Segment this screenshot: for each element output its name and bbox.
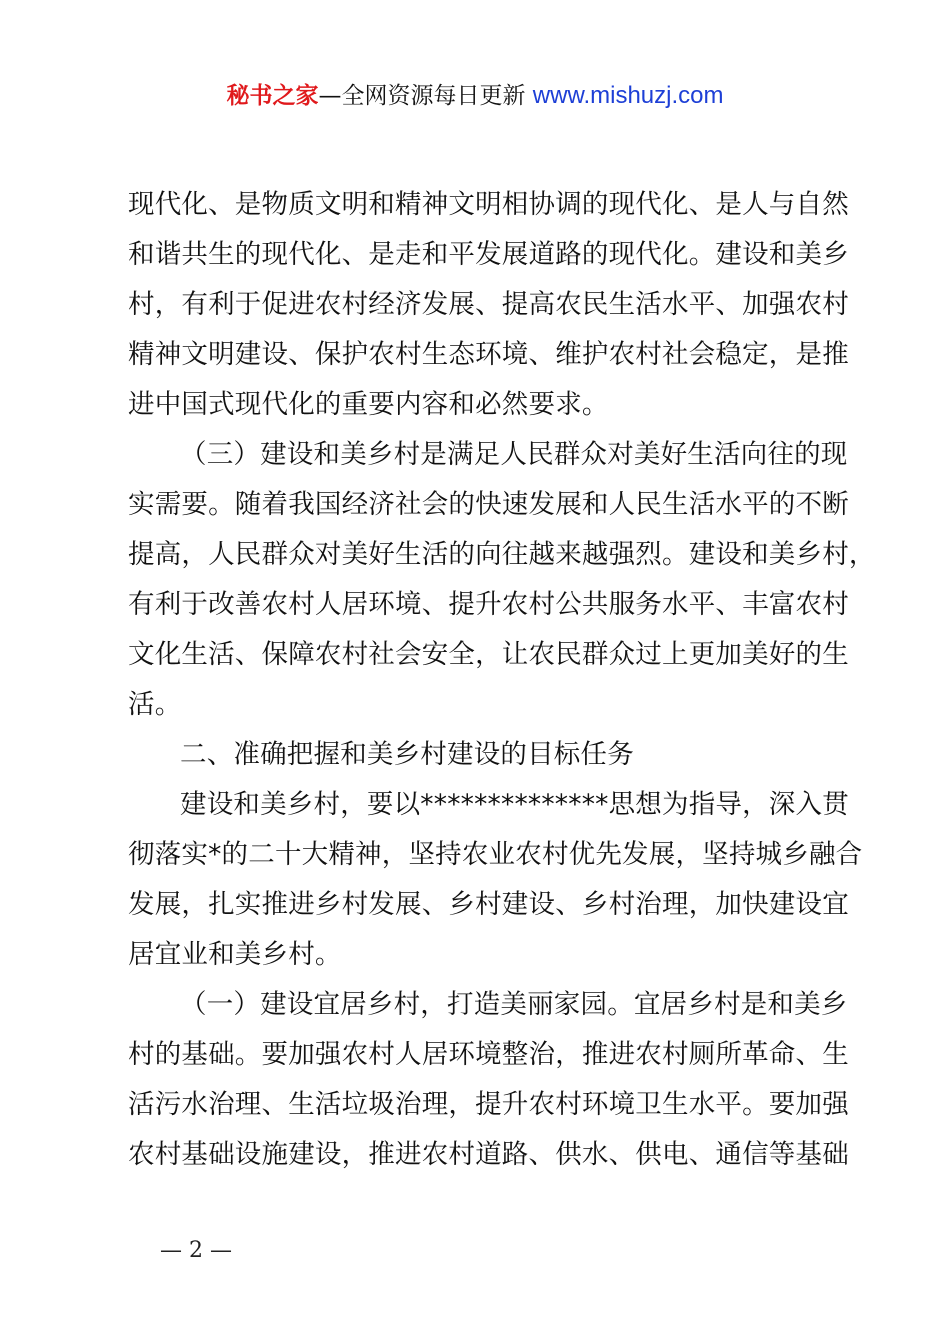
- paragraph-start-line: （一）建设宜居乡村，打造美丽家园。宜居乡村是和美乡: [180, 989, 848, 1020]
- text-line: 村，有利于促进农村经济发展、提高农民生活水平、加强农村: [128, 289, 849, 320]
- text-line: 居宜业和美乡村。: [128, 939, 342, 970]
- section-heading: 二、准确把握和美乡村建设的目标任务: [180, 739, 634, 770]
- text-line: 现代化、是物质文明和精神文明相协调的现代化、是人与自然: [128, 189, 849, 220]
- text-line: 发展，扎实推进乡村发展、乡村建设、乡村治理，加快建设宜: [128, 889, 849, 920]
- page-number: — 2 —: [160, 1238, 232, 1263]
- site-url[interactable]: www.mishuzj.com: [532, 82, 724, 109]
- text-line: 提高，人民群众对美好生活的向往越来越强烈。建设和美乡村，: [128, 539, 876, 570]
- site-header: [0, 80, 950, 112]
- text-line: 活污水治理、生活垃圾治理，提升农村环境卫生水平。要加强: [128, 1089, 849, 1120]
- text-line: 文化生活、保障农村社会安全，让农民群众过上更加美好的生: [128, 639, 849, 670]
- text-line: 村的基础。要加强农村人居环境整治，推进农村厕所革命、生: [128, 1039, 849, 1070]
- text-line: 有利于改善农村人居环境、提升农村公共服务水平、丰富农村: [128, 589, 849, 620]
- text-line: 和谐共生的现代化、是走和平发展道路的现代化。建设和美乡: [128, 239, 849, 270]
- text-line: 农村基础设施建设，推进农村道路、供水、供电、通信等基础: [128, 1139, 849, 1170]
- paragraph-start-line: 建设和美乡村，要以**************思想为指导，深入贯: [180, 789, 849, 820]
- text-line: 活。: [128, 689, 182, 720]
- text-line: 彻落实*的二十大精神，坚持农业农村优先发展，坚持城乡融合: [128, 839, 863, 870]
- document-body: [128, 180, 876, 1180]
- brand-name: 秘书之家: [226, 83, 319, 109]
- text-line: 实需要。随着我国经济社会的快速发展和人民生活水平的不断: [128, 489, 849, 520]
- header-tagline: —全网资源每日更新: [318, 83, 526, 109]
- paragraph-start-line: （三）建设和美乡村是满足人民群众对美好生活向往的现: [180, 439, 848, 470]
- text-line: 精神文明建设、保护农村生态环境、维护农村社会稳定，是推: [128, 339, 849, 370]
- text-line: 进中国式现代化的重要内容和必然要求。: [128, 389, 609, 420]
